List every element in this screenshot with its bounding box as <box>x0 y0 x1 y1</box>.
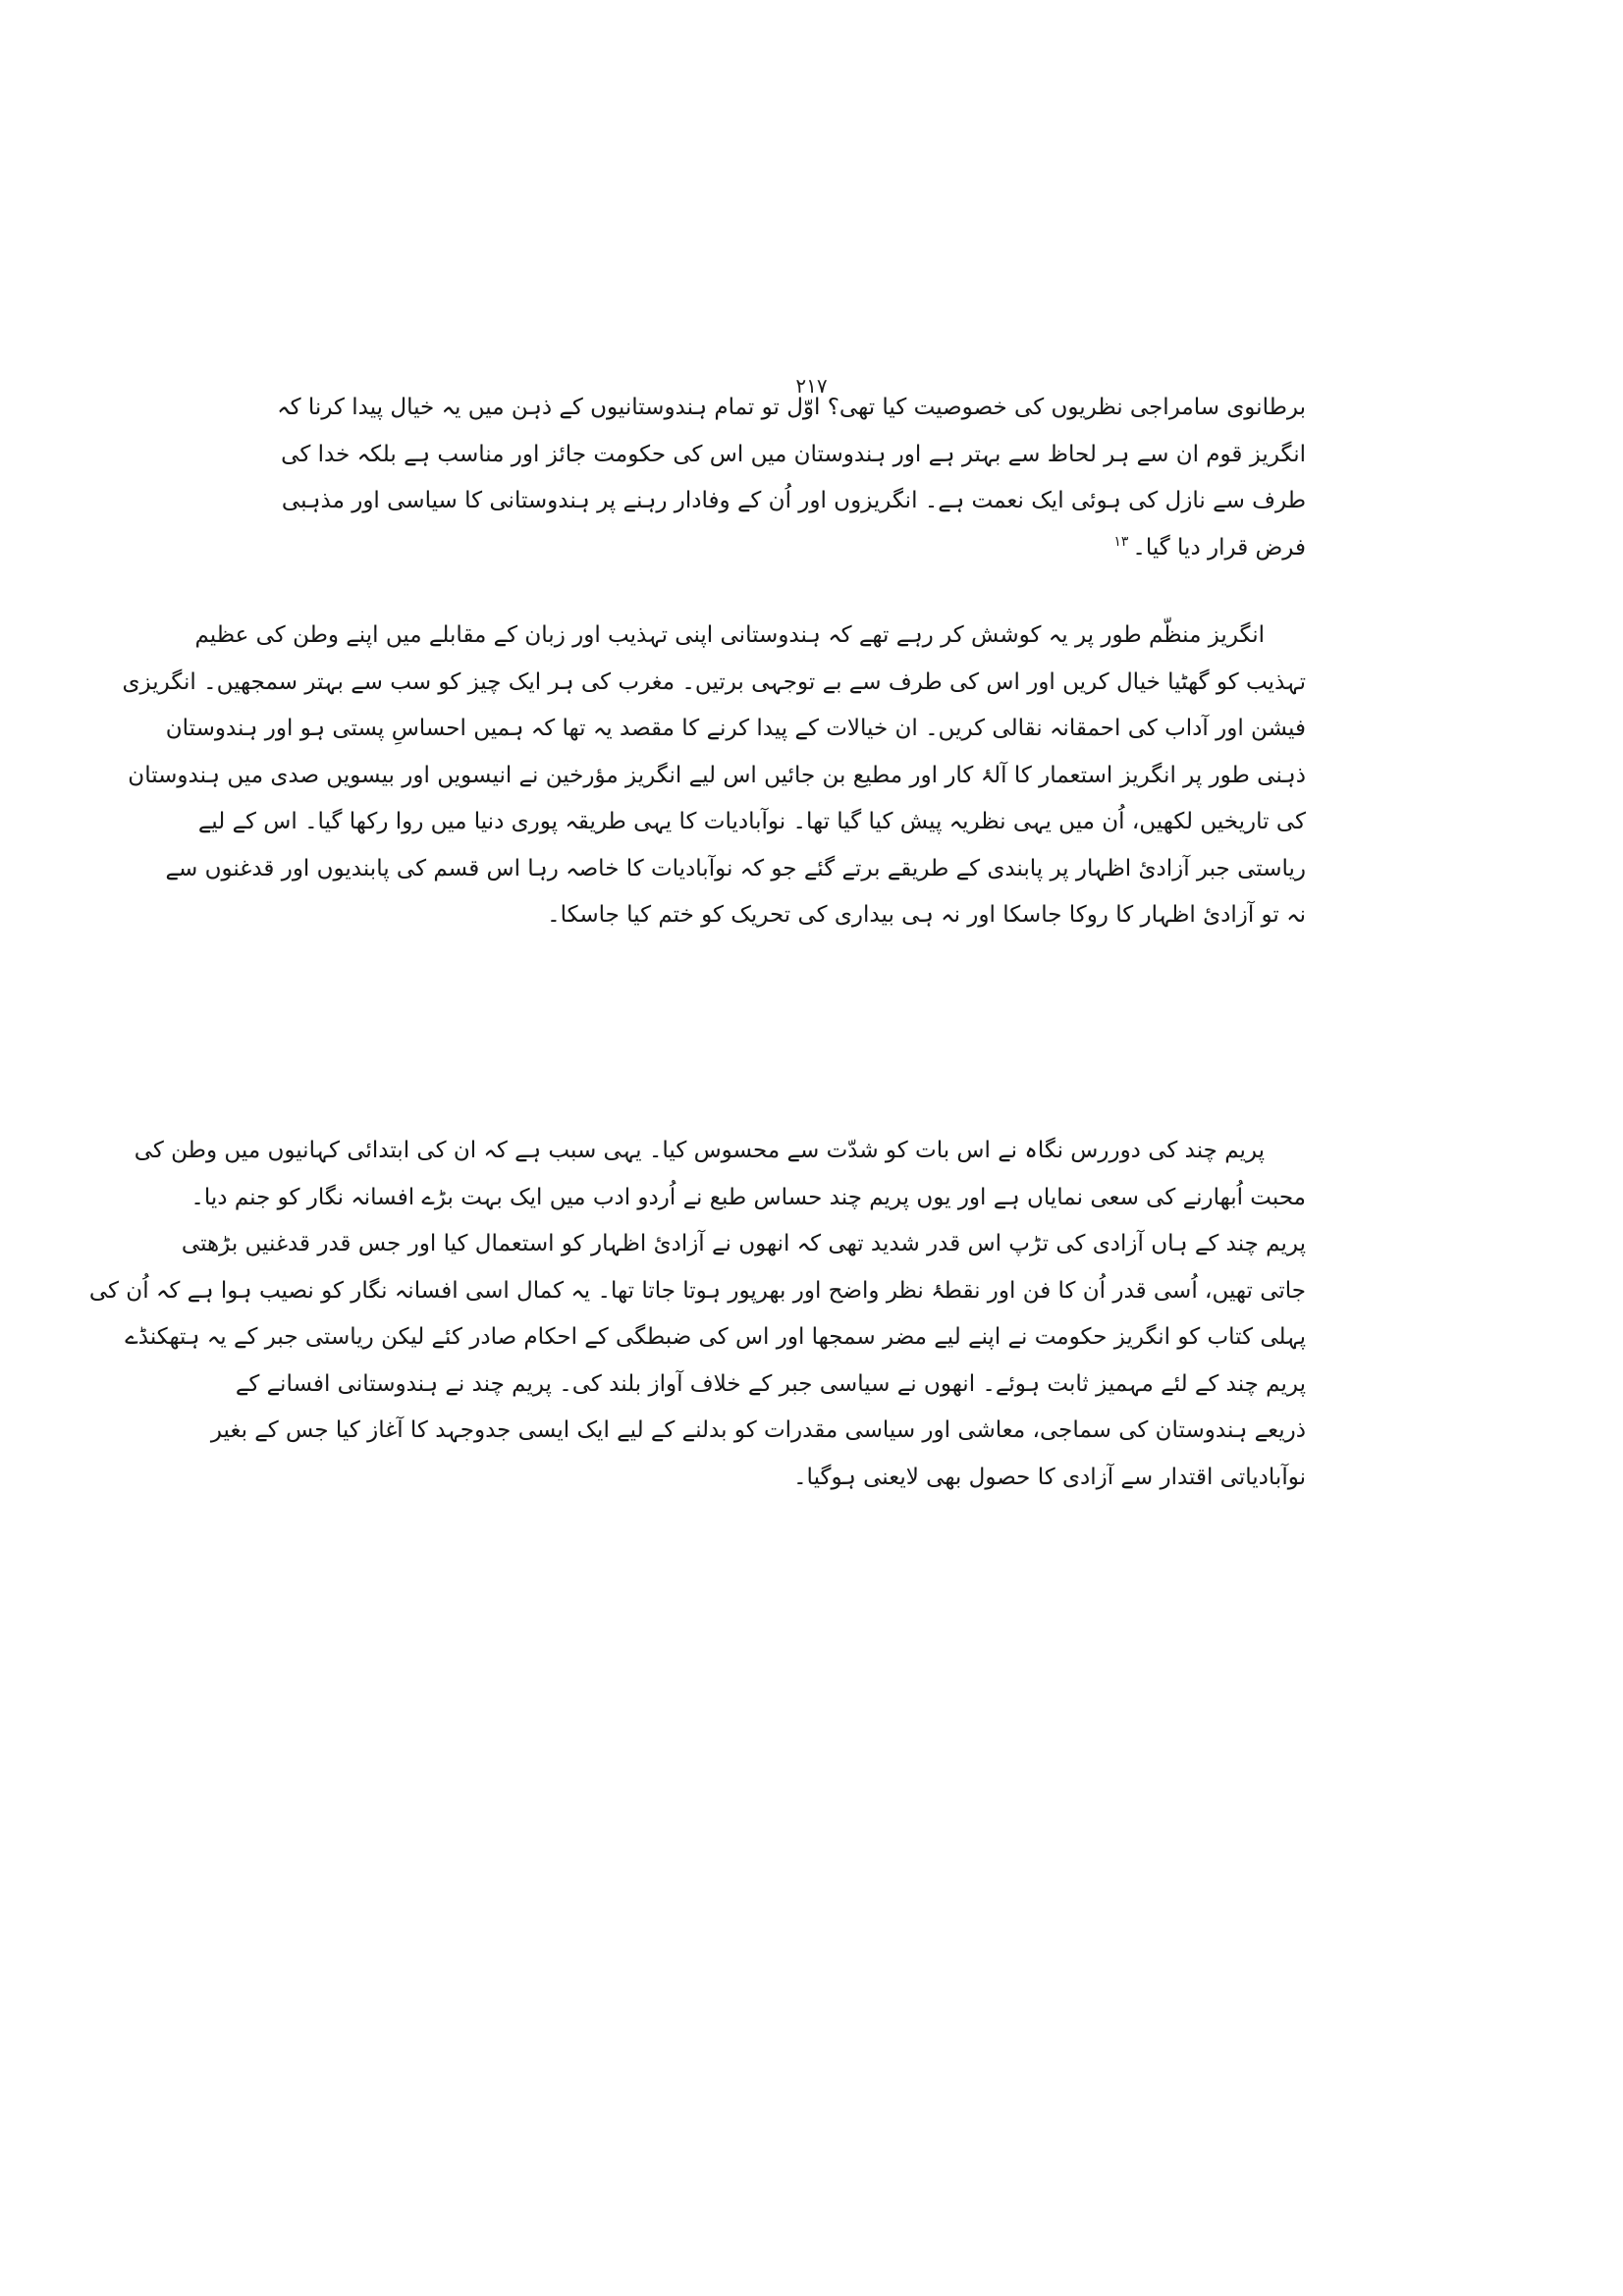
paragraph-line: ذہنی طور پر انگریز استعمار کا آلۂ کار اور مطیع بن جائیں اس لیے انگریز مؤرخین نے انیسویں اور بیسویں صدی میں ہندوستان <box>128 762 1306 788</box>
paragraph-line: تہذیب کو گھٹیا خیال کریں اور اس کی طرف سے بے توجہی برتیں۔ مغرب کی ہر ایک چیز کو سب سے بہتر سمجھیں۔ انگریزی <box>122 668 1306 695</box>
paragraph-line: نہ تو آزادیٔ اظہار کا روکا جاسکا اور نہ ہی بیداری کی تحریک کو ختم کیا جاسکا۔ <box>547 902 1306 928</box>
paragraph-line: ریاستی جبر آزادیٔ اظہار پر پابندی کے طریقے برتے گئے جو کہ نوآبادیات کا خاصہ رہا اس قسم کی پابندیوں اور قدغنوں سے <box>165 855 1306 881</box>
paragraph-line: انگریز منظّم طور پر یہ کوشش کر رہے تھے کہ ہندوستانی اپنی تہذیب اور زبان کے مقابلے میں اپنے وطن کی عظیم <box>194 622 1265 648</box>
paragraph-line: جاتی تھیں، اُسی قدر اُن کا فن اور نقطۂ نظر واضح اور بھرپور ہوتا جاتا تھا۔ یہ کمال اسی افسانہ نگار کو نصیب ہوا ہے کہ اُن کی <box>88 1277 1306 1304</box>
paragraph-line: محبت اُبھارنے کی سعی نمایاں ہے اور یوں پریم چند حساس طبع نے اُردو ادب میں ایک بہت بڑے افسانہ نگار کو جنم دیا۔ <box>190 1184 1306 1210</box>
paragraph-line: پریم چند کے ہاں آزادی کی تڑپ اس قدر شدید تھی کہ انھوں نے آزادیٔ اظہار کو استعمال کیا اور جس قدر قدغنیں بڑھتی <box>181 1231 1306 1256</box>
quote-line: انگریز قوم ان سے ہر لحاظ سے بہتر ہے اور ہندوستان میں اس کی حکومت جائز اور مناسب ہے بلکہ خدا کی <box>281 441 1306 467</box>
quote-line: برطانوی سامراجی نظریوں کی خصوصیت کیا تھی؟ اوّل تو تمام ہندوستانیوں کے ذہن میں یہ خیال پیدا کرنا کہ <box>277 395 1306 420</box>
quote-line: طرف سے نازل کی ہوئی ایک نعمت ہے۔ انگریزوں اور اُن کے وفادار رہنے پر ہندوستانی کا سیاسی اور مذہبی <box>281 488 1306 513</box>
paragraph-line: فیشن اور آداب کی احمقانہ نقالی کریں۔ ان خیالات کے پیدا کرنے کا مقصد یہ تھا کہ ہمیں احساسِ پستی ہو اور ہندوستان <box>165 716 1306 741</box>
paragraph-line: پہلی کتاب کو انگریز حکومت نے اپنے لیے مضر سمجھا اور اس کی ضبطگی کے احکام صادر کئے لیکن ریاستی جبر کے یہ ہتھکنڈے <box>125 1324 1306 1350</box>
paragraph-line: کی تاریخیں لکھیں، اُن میں یہی نظریہ پیش کیا گیا تھا۔ نوآبادیات کا یہی طریقہ پوری دنیا میں روا رکھا گیا۔ اس کے لیے <box>197 809 1306 834</box>
paragraph-line: ذریعے ہندوستان کی سماجی، معاشی اور سیاسی مقدرات کو بدلنے کے لیے ایک ایسی جدوجہد کا آغاز کیا جس کے بغیر <box>210 1417 1306 1443</box>
paragraph-colonial-policy <box>122 613 1306 939</box>
page-number: ۲۱۷ <box>795 374 828 398</box>
paragraph-line: پریم چند کی دوررس نگاہ نے اس بات کو شدّت سے محسوس کیا۔ یہی سبب ہے کہ ان کی ابتدائی کہانیوں میں وطن کی <box>134 1138 1265 1163</box>
quote-line-text: فرض قرار دیا گیا۔ <box>1132 534 1306 561</box>
quoted-passage <box>277 385 1306 571</box>
paragraph-line: پریم چند کے لئے مہمیز ثابت ہوئے۔ انھوں نے سیاسی جبر کے خلاف آواز بلند کی۔ پریم چند نے ہندوستانی افسانے کے <box>235 1370 1306 1397</box>
paragraph-line: نوآبادیاتی اقتدار سے آزادی کا حصول بھی لایعنی ہوگیا۔ <box>793 1464 1306 1490</box>
quote-line-last <box>374 525 1306 572</box>
paragraph-premchand <box>88 1128 1306 1501</box>
footnote-reference: ۱۳ <box>1113 533 1129 550</box>
